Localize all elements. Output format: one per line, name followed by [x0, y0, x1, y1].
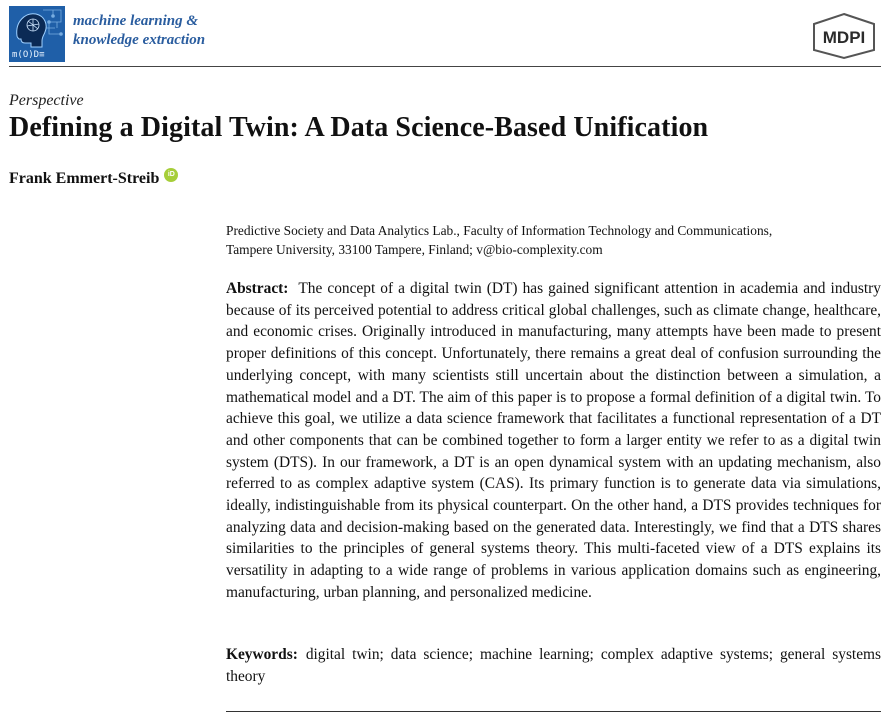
keywords: [226, 644, 881, 687]
journal-logo: [9, 6, 65, 62]
article-title: Defining a Digital Twin: A Data Science-Based Unification: [9, 112, 709, 143]
journal-logo-text: m(O)D≡: [12, 50, 45, 60]
abstract-label: Abstract:: [226, 280, 289, 297]
header-divider: [9, 66, 881, 67]
affiliation-line2: Tampere University, 33100 Tampere, Finland; v@bio-complexity.com: [226, 242, 603, 257]
publisher-logo: [808, 12, 880, 60]
keywords-text: digital twin; data science; machine learning; complex adaptive systems; general systems theory: [226, 646, 881, 685]
keywords-label: Keywords:: [226, 646, 298, 663]
author-name[interactable]: Frank Emmert-Streib: [9, 170, 160, 187]
abstract: [226, 278, 881, 604]
journal-name-line1: machine learning &: [73, 13, 199, 29]
journal-name: [73, 12, 205, 50]
author-line: [9, 170, 178, 188]
abstract-text: The concept of a digital twin (DT) has gained significant attention in academia and industry because of its perceived potential to address critical global challenges, such as climate change, healthcare, and economic crises. Originally introduced in manufacturing, many attempts have been made to present proper definitions of this concept. Unfortunately, there remains a great deal of confusion surrounding the underlying concept, with many scientists still uncertain about the distinction between a simulation, a mathematical model and a DT. The aim of this paper is to propose a formal definition of a digital twin. To achieve this goal, we utilize a data science framework that facilitates a functional representation of a DT and other components that can be combined together to form a larger entity we refer to as a digital twin system (DTS). In our framework, a DT is an open dynamical system with an updating mechanism, also referred to as complex adaptive system (CAS). Its primary function is to generate data via simulations, ideally, indistinguishable from its physical counterpart. On the other hand, a DTS provides techniques for analyzing data and decision-making based on the generated data. Interestingly, we find that a DTS shares similarities to the principles of general systems theory. This multi-faceted view of a DTS explains its versatility in adapting to a wide range of problems in various application domains such as engineering, manufacturing, urban planning, and personalized medicine.: [226, 280, 881, 601]
orcid-icon[interactable]: iD: [164, 168, 178, 182]
affiliation-line1: Predictive Society and Data Analytics Lab., Faculty of Information Technology and Communications,: [226, 223, 773, 238]
journal-name-line2: knowledge extraction: [73, 32, 206, 48]
article-type: Perspective: [9, 92, 84, 109]
affiliation: [226, 221, 886, 259]
footer-divider: [226, 711, 881, 712]
publisher-name: MDPI: [822, 28, 866, 47]
